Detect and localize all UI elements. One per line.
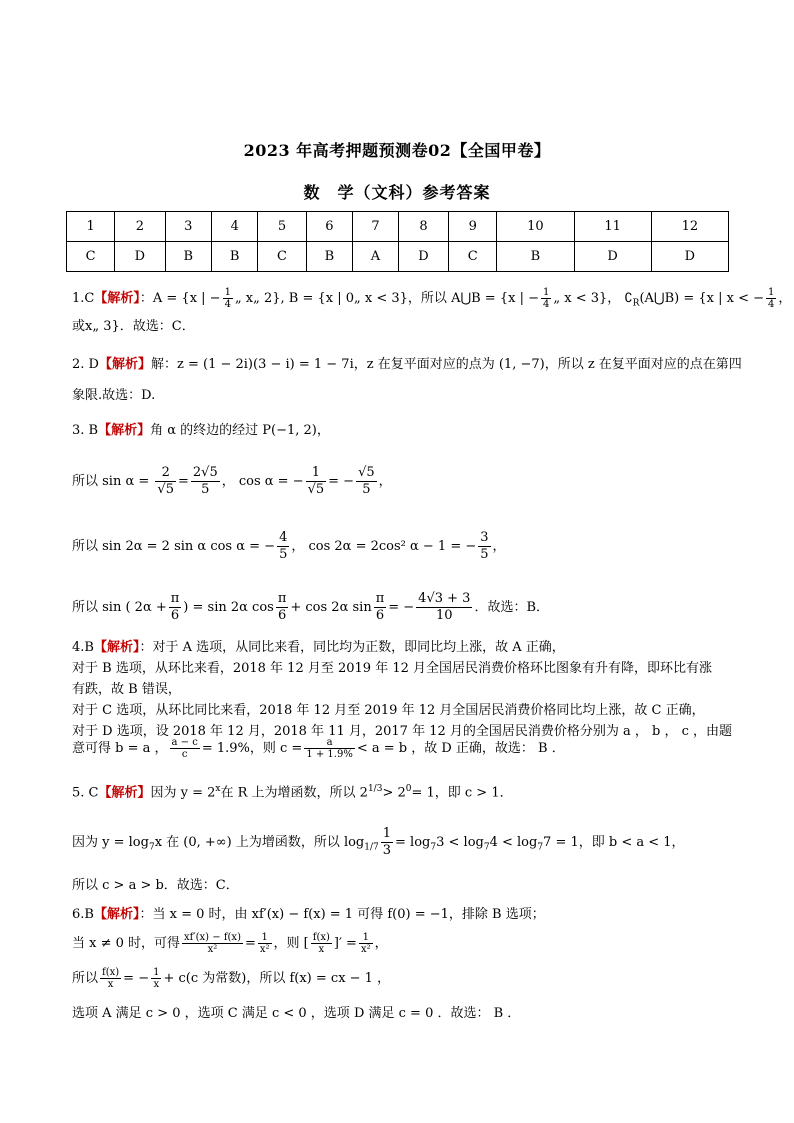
answer-cell: D <box>115 242 165 272</box>
answer-cell: B <box>211 242 257 272</box>
solution-number: 1.C <box>72 291 95 306</box>
denominator: x² <box>207 944 218 955</box>
math-text: 因为 y = log <box>72 835 149 850</box>
question-number-cell: 1 <box>67 212 115 242</box>
denominator: 3 <box>382 843 392 858</box>
solution-4-line-5: 对于 D 选项，设 2018 年 12 月，2018 年 11 月，2017 年 12 月的全国居民消费价格分别为 a ， b ， c ，由题 <box>72 724 733 739</box>
superscript: x <box>215 784 221 794</box>
math-text: ：对于 A 选项，从同比来看，同比均为正数，即同比均上涨，故 A 正确， <box>139 640 565 655</box>
math-text: + c(c 为常数)，所以 f(x) = cx − 1 ， <box>163 971 391 986</box>
numerator: 1 <box>224 287 231 298</box>
fraction <box>155 465 176 498</box>
fraction <box>100 967 121 990</box>
denominator: 1 + 1.9% <box>306 749 353 760</box>
superscript: 1/3 <box>367 784 383 794</box>
fraction <box>151 967 161 990</box>
denominator: 5 <box>201 482 210 497</box>
numerator: 1 <box>382 826 392 841</box>
fraction <box>170 737 200 760</box>
question-number-cell: 2 <box>115 212 165 242</box>
analysis-tag: 【解析】 <box>98 357 151 372</box>
numerator: 2 <box>155 465 176 482</box>
numerator: 1 <box>359 932 373 944</box>
answer-cell: B <box>165 242 211 272</box>
denominator: 5 <box>480 547 489 562</box>
numerator: 1 <box>153 967 160 978</box>
page-title: 2023 年高考押题预测卷02【全国甲卷】 <box>243 141 551 160</box>
solution-4-line-2: 对于 B 选项，从环比来看，2018 年 12 月至 2019 年 12 月全国居民消费价格环比图象有升有降，即环比有涨 <box>72 661 712 676</box>
question-number-cell: 8 <box>398 212 448 242</box>
fraction <box>223 287 233 310</box>
numerator: xf′(x) − f(x) <box>184 932 241 943</box>
solution-3-line-4 <box>72 591 549 624</box>
math-text: > 2 <box>382 785 406 801</box>
denominator: 4 <box>224 299 231 310</box>
math-text: ， <box>778 291 792 306</box>
numerator: 3 <box>480 530 489 545</box>
math-text: ：当 x = 0 时，由 xf′(x) − f(x) = 1 可得 f(0) = −1，排除 B 选项； <box>139 907 545 922</box>
math-text: 角 α 的终边的经过 P(−1, 2)， <box>150 423 330 438</box>
answer-table-numbers-row <box>67 212 729 242</box>
denominator: 6 <box>277 608 287 623</box>
denominator: x <box>107 979 114 990</box>
denominator: √5 <box>307 482 325 497</box>
math-text: 7 = 1，即 b < a < 1， <box>543 835 685 850</box>
solution-2-line-1 <box>72 356 742 374</box>
page-subtitle: 数 学（文科）参考答案 <box>303 183 491 202</box>
math-text: = 1.9%，则 c = <box>201 741 303 756</box>
solution-6-line-3 <box>72 967 390 990</box>
numerator: π <box>375 591 385 606</box>
numerator: 1 <box>768 287 775 298</box>
fraction <box>359 932 373 955</box>
math-text: ， cos 2α = 2cos² α − 1 = − <box>291 539 477 554</box>
answer-table <box>66 211 729 272</box>
answer-cell: D <box>651 242 728 272</box>
solution-number: 2. D <box>72 357 99 372</box>
math-text: 所以 sin ( 2α + <box>72 600 167 615</box>
numerator: 2√5 <box>192 465 218 480</box>
solution-number: 4.B <box>72 640 94 655</box>
answer-cell: C <box>258 242 306 272</box>
numerator: a − c <box>171 737 198 748</box>
question-number-cell: 9 <box>449 212 497 242</box>
math-text: = − <box>328 474 355 489</box>
question-number-cell: 6 <box>306 212 352 242</box>
subscript: 7 <box>430 842 437 853</box>
denominator: x² <box>259 944 270 955</box>
fraction <box>766 287 776 310</box>
superscript: 0 <box>405 784 412 794</box>
solution-5-line-2 <box>72 826 685 859</box>
numerator: 4 <box>279 530 288 545</box>
solution-1-line-2: 或x„ 3}．故选：C． <box>72 319 195 334</box>
subscript: 7 <box>537 842 544 853</box>
math-text: 因为 y = 2 <box>150 785 216 801</box>
math-text: „ x„ 2}, B = {x | 0„ x < 3}，所以 A⋃B = {x | − <box>234 291 539 306</box>
denominator: 6 <box>375 608 385 623</box>
answer-cell: D <box>398 242 448 272</box>
math-text: ：A = {x | − <box>139 291 221 306</box>
solution-6-line-2 <box>72 932 388 955</box>
question-number-cell: 5 <box>258 212 306 242</box>
math-text: ， <box>378 474 392 489</box>
math-text: x 在 (0, +∞) 上为增函数，所以 log <box>154 835 365 850</box>
solution-1-line-1 <box>72 287 791 313</box>
fraction <box>306 465 327 498</box>
analysis-tag: 【解析】 <box>98 785 151 801</box>
solution-6-line-4: 选项 A 满足 c > 0 ，选项 C 满足 c < 0 ，选项 D 满足 c = 0 ．故选： B ． <box>72 1006 521 1021</box>
analysis-tag: 【解析】 <box>93 640 140 655</box>
subscript: 7 <box>148 842 155 853</box>
denominator: 4 <box>768 299 775 310</box>
numerator: 1 <box>258 932 272 944</box>
math-text: „ x < 3}， ∁ <box>553 291 633 306</box>
solution-3-line-1 <box>72 422 330 440</box>
solution-5-line-3: 所以 c > a > b．故选：C． <box>72 878 239 893</box>
fraction <box>381 826 393 859</box>
fraction <box>182 932 243 955</box>
math-text: 所以 sin 2α = 2 sin α cos α = − <box>72 539 276 554</box>
math-text: 意可得 b = a ， <box>72 741 168 756</box>
question-number-cell: 3 <box>165 212 211 242</box>
answer-cell: A <box>353 242 399 272</box>
solution-2-line-2: 象限.故选：D. <box>72 388 156 403</box>
numerator: √5 <box>358 465 375 480</box>
analysis-tag: 【解析】 <box>94 291 140 306</box>
answer-cell: D <box>574 242 651 272</box>
solution-4-line-4: 对于 C 选项，从环比同比来看，2018 年 12 月至 2019 年 12 月全国居民消费价格同比均上涨，故 C 正确， <box>72 703 705 718</box>
solution-4-line-6 <box>72 737 565 760</box>
denominator: 10 <box>436 608 453 623</box>
solution-6-line-1 <box>72 906 545 924</box>
fraction <box>169 591 182 624</box>
math-text: 所以 sin α = <box>72 474 150 489</box>
math-text: = 1，即 c > 1． <box>411 785 513 801</box>
fraction <box>276 591 289 624</box>
solution-5-line-1 <box>72 780 513 802</box>
math-text: = log <box>395 835 431 850</box>
numerator: f(x) <box>102 967 120 978</box>
denominator: 5 <box>362 482 371 497</box>
math-text: 所以 <box>72 971 99 986</box>
fraction <box>258 932 272 955</box>
solution-3-line-2: 所以 sin α = $\frac{2}{√5}$ = $\frac{2√5}{5}$ ， cos α = − $\frac{1}{√5}$ = − $\frac{√5}{5}$ ， <box>72 465 392 497</box>
math-text: ) = sin 2α cos <box>183 600 274 615</box>
solution-4-line-1 <box>72 639 565 657</box>
question-number-cell: 4 <box>211 212 257 242</box>
subscript: 7 <box>483 842 490 853</box>
denominator: x² <box>360 944 371 955</box>
math-text: = − <box>123 971 150 986</box>
math-text: 当 x ≠ 0 时，可得 <box>72 936 181 951</box>
numerator: 1 <box>542 287 550 298</box>
fraction <box>356 465 377 498</box>
math-text: = − <box>388 600 415 615</box>
numerator: 4√3 + 3 <box>418 591 471 606</box>
math-text: ，则 [ <box>273 936 309 951</box>
fraction <box>374 591 387 624</box>
math-text: ， <box>374 936 388 951</box>
numerator: π <box>277 591 287 606</box>
math-text: + cos 2α sin <box>290 600 372 615</box>
denominator: x <box>318 944 325 955</box>
fraction <box>541 287 551 310</box>
solution-3-line-3 <box>72 530 506 563</box>
solution-number: 6.B <box>72 907 94 922</box>
analysis-tag: 【解析】 <box>98 423 151 438</box>
math-text: 解：z = (1 − 2i)(3 − i) = 1 − 7i，z 在复平面对应的点为 (1, −7)，所以 z 在复平面对应的点在第四 <box>150 357 742 372</box>
denominator: 5 <box>279 547 288 562</box>
fraction <box>304 737 355 760</box>
denominator: 4 <box>542 299 550 310</box>
denominator: x <box>153 979 160 990</box>
math-text: ．故选：B． <box>474 600 549 615</box>
numerator: f(x) <box>312 932 330 943</box>
question-number-cell: 12 <box>651 212 728 242</box>
answer-cell: C <box>449 242 497 272</box>
answer-cell: B <box>306 242 352 272</box>
denominator: 6 <box>170 608 180 623</box>
question-number-cell: 11 <box>574 212 651 242</box>
math-text: 4 < log <box>489 835 538 850</box>
answer-table-answers-row <box>67 242 729 272</box>
math-text: (A⋃B) = {x | x < − <box>639 291 764 306</box>
fraction <box>478 530 490 563</box>
subscript: 1/7 <box>364 842 379 853</box>
fraction <box>416 591 472 624</box>
answer-cell: B <box>497 242 574 272</box>
question-number-cell: 7 <box>353 212 399 242</box>
numerator: a <box>304 737 355 749</box>
numerator: 1 <box>306 465 327 482</box>
numerator: π <box>170 591 180 606</box>
solution-number: 5. C <box>72 785 99 801</box>
denominator: c <box>181 749 188 760</box>
math-text: 在 R 上为增函数，所以 2 <box>220 785 368 801</box>
fraction <box>191 465 220 498</box>
math-text: 3 < log <box>436 835 484 850</box>
fraction <box>277 530 289 563</box>
question-number-cell: 10 <box>497 212 574 242</box>
math-text: ， <box>492 539 506 554</box>
math-text: = <box>244 936 256 951</box>
answer-cell: C <box>67 242 115 272</box>
math-text: ]′ = <box>333 936 357 951</box>
math-text: < a = b ，故 D 正确，故选： B ． <box>356 741 565 756</box>
analysis-tag: 【解析】 <box>93 907 140 922</box>
solution-4-line-3: 有跌，故 B 错误， <box>72 682 181 697</box>
fraction <box>311 932 332 955</box>
denominator: √5 <box>157 482 174 497</box>
math-text: ， cos α = − <box>221 474 304 489</box>
subscript: R <box>632 298 640 309</box>
solution-number: 3. B <box>72 423 99 438</box>
